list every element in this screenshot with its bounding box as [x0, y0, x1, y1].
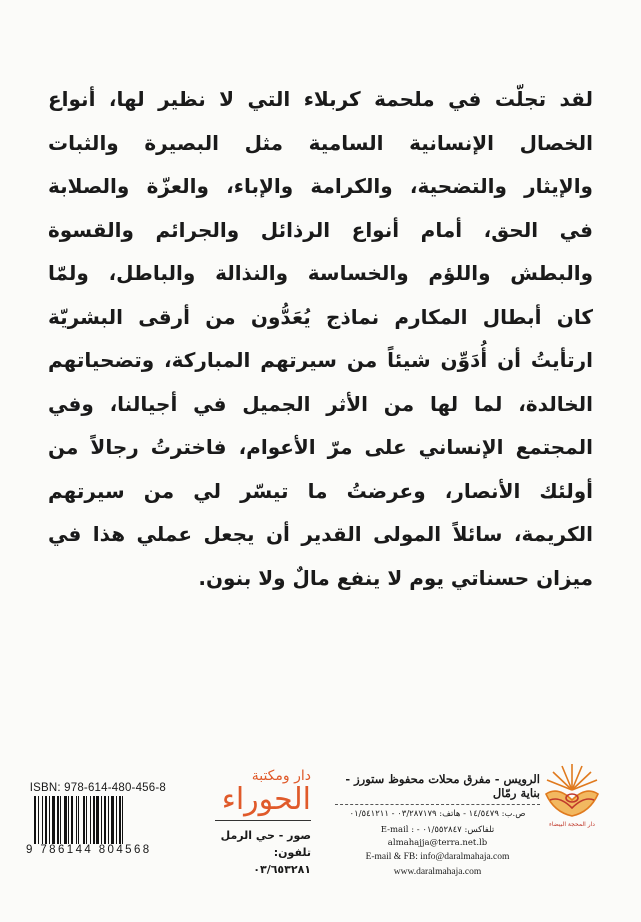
divider: [215, 820, 311, 821]
publisher-po-phone: ص.ب: ١٤/٥٤٧٩ - هاتف: ٠٣/٢٨٧١٧٩ - ٠١/٥٤١٢١١: [349, 809, 526, 819]
text-line: الخالدة، لما لها من الأثر الجميل في أجيالنا، وفي: [48, 391, 593, 416]
barcode-bar: [90, 796, 91, 848]
text-line: الخصال الإنسانية السامية مثل البصيرة والثبات: [48, 130, 593, 155]
text-line: والبطش واللؤم والخساسة والنذالة والباطل، ولمّا: [48, 261, 593, 285]
barcode-bar: [122, 796, 123, 848]
emblem-text: دار المحجة البيضاء: [549, 821, 595, 828]
text-line: الكريمة، سائلاً المولى القدير أن يجعل عملي هذا في: [48, 522, 593, 546]
publisher-emblem-icon: [540, 760, 604, 840]
barcode-bar: [34, 796, 36, 848]
barcode-bar: [42, 796, 43, 848]
publisher-fax-email: تلفاكس: ٠١/٥٥٢٨٤٧ - E-mail : almahajja@terra.net.lb: [380, 825, 495, 848]
publisher-website: www.daralmahaja.com: [393, 867, 482, 877]
barcode-bar: [57, 796, 59, 848]
barcode-bar: [71, 796, 73, 848]
text-line: في الحق، أمام أنواع الرذائل والجرائم والقسوة: [48, 217, 593, 242]
distributor-address: صور - حي الرمل: [220, 829, 311, 842]
text-line: كان أبطال المكارم نماذج يُعَدُّون من أرقى البشريّة: [48, 304, 593, 329]
barcode-bar: [108, 796, 109, 848]
isbn-barcode: [26, 782, 166, 856]
distributor-logo-name: الحوراء: [221, 782, 311, 817]
barcode-bar: [104, 796, 106, 848]
barcode-bar: [93, 796, 95, 848]
barcode-bar: [83, 796, 85, 848]
barcode-bar: [38, 796, 39, 848]
barcode-bar: [60, 796, 61, 848]
barcode-bar: [52, 796, 55, 848]
barcode-digits: 9 786144 804568: [26, 844, 156, 856]
publisher-email-fb: E-mail & FB: info@daralmahaja.com: [365, 852, 510, 862]
barcode-bar: [76, 796, 77, 848]
barcode-bar: [78, 796, 79, 848]
distributor-logo: [215, 768, 311, 878]
barcode-bar: [101, 796, 102, 848]
distributor-phone: تلفون: ٠٣/٦٥٣٢٨١: [253, 846, 311, 876]
text-line: أولئك الأنصار، وعرضتُ ما تيسّر لي من سيرتهم: [48, 478, 593, 503]
distributor-logo-top: دار ومكتبة: [251, 768, 311, 784]
isbn-label: ISBN: 978-614-480-456-8: [29, 782, 166, 794]
barcode-bar: [45, 796, 47, 848]
text-line: ميزان حسناتي يوم لا ينفع مالٌ ولا بنون.: [198, 565, 593, 590]
barcode-bar: [49, 796, 50, 848]
text-line: المجتمع الإنساني على مرّ الأعوام، فاخترتُ رجالاً من: [48, 435, 593, 459]
barcode-bar: [119, 796, 121, 848]
barcode-bar: [116, 796, 117, 848]
text-line: لقد تجلّت في ملحمة كربلاء التي لا نظير لها، أنواع: [48, 87, 593, 111]
barcode-bars: [26, 796, 166, 848]
publisher-street: الرويس - مفرق محلات محفوظ ستورز - بناية رمّال: [335, 772, 540, 805]
publisher-info: [335, 772, 540, 880]
text-line: ارتأيتُ أن أُدَوِّن شيئاً من سيرتهم المباركة، وتضحياتهم: [48, 348, 593, 372]
back-cover-text: [48, 78, 593, 600]
barcode-bar: [111, 796, 114, 848]
barcode-bar: [64, 796, 67, 848]
barcode-bar: [96, 796, 99, 848]
text-line: والإيثار والتضحية، والكرامة والإباء، والعزّة والصلابة: [48, 174, 593, 198]
barcode-bar: [68, 796, 69, 848]
barcode-bar: [86, 796, 87, 848]
